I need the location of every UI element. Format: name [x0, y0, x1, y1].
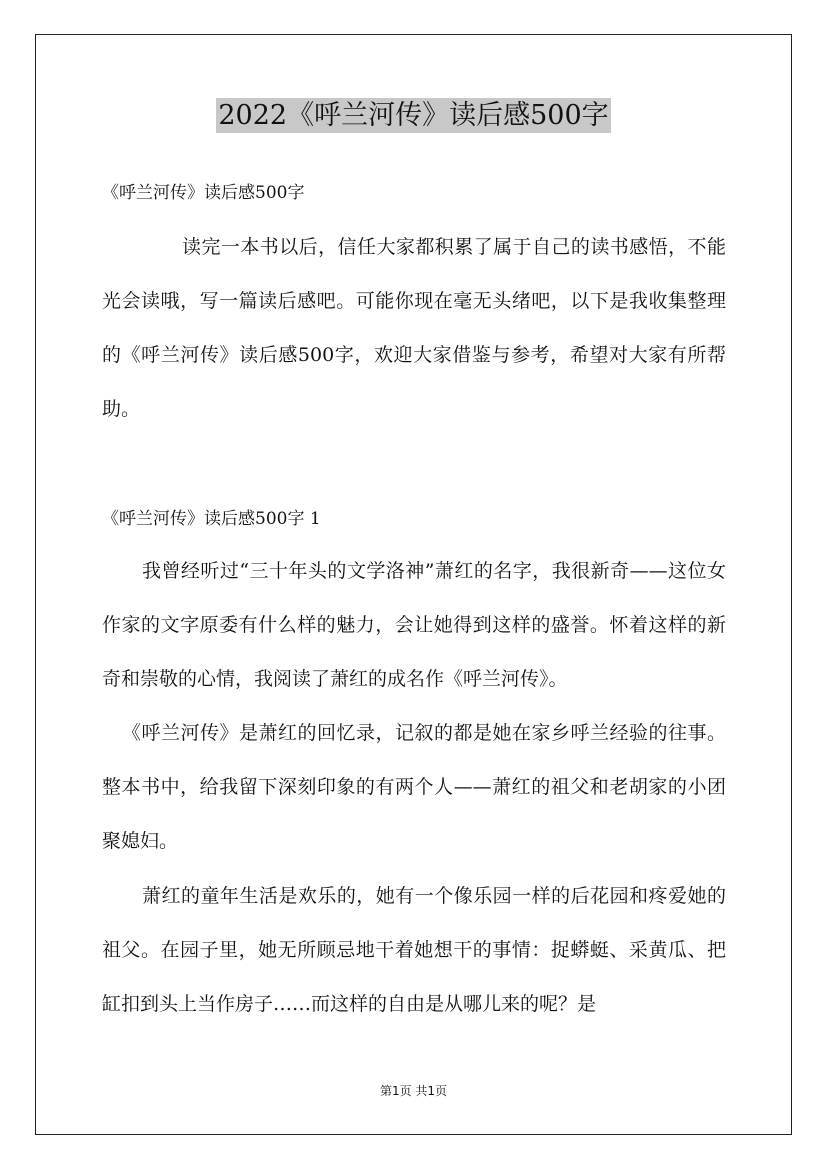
body-paragraph: 《呼兰河传》是萧红的回忆录，记叙的都是她在家乡呼兰经验的往事。整本书中，给我留下深刻印象的有两个人——萧红的祖父和老胡家的小团聚媳妇。 — [102, 722, 726, 852]
document-title-text: 2022《呼兰河传》读后感500字 — [218, 100, 609, 131]
page-footer: 第1页 共1页 — [379, 1084, 448, 1098]
body-paragraph: 萧红的童年生活是欢乐的，她有一个像乐园一样的后花园和疼爱她的祖父。在园子里，她无所顾忌地干着她想干的事情：捉蟒蜓、采黄瓜、把缸扣到头上当作房子……而这样的自由是从哪儿来的呢？是 — [102, 885, 726, 1015]
body-paragraph: 我曾经听过“三十年头的文学洛神”萧红的名字，我很新奇——这位女作家的文字原委有什么样的魅力，会让她得到这样的盛誉。怀着这样的新奇和崇敬的心情，我阅读了萧红的成名作《呼兰河传》。 — [102, 560, 726, 690]
intro-paragraph: 读完一本书以后，信任大家都积累了属于自己的读书感悟，不能光会读哦，写一篇读后感吧。可能你现在毫无头绪吧，以下是我收集整理的《呼兰河传》读后感500字，欢迎大家借鉴与参考，希望对大家有所帮助。 — [102, 236, 726, 420]
section-heading: 《呼兰河传》读后感500字 1 — [102, 509, 321, 529]
document-subtitle: 《呼兰河传》读后感500字 — [102, 183, 305, 203]
document-title — [0, 96, 827, 136]
